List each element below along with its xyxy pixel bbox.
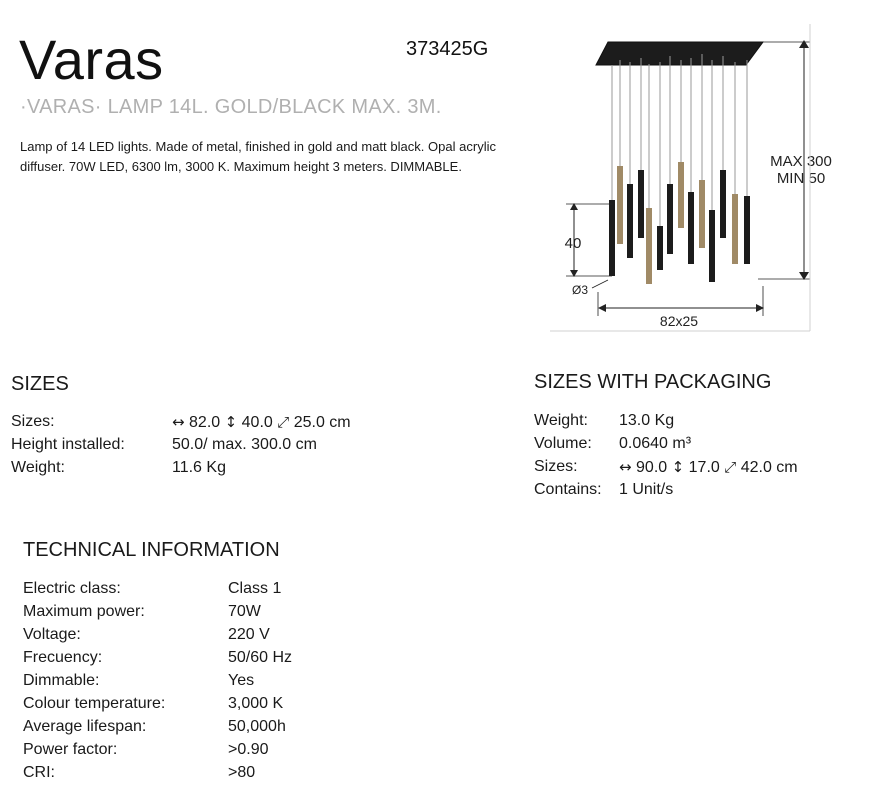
power-factor-value: >0.90 [228, 741, 269, 758]
colour-temperature-label: Colour temperature: [23, 695, 166, 712]
packaging-width-value: 90.0 [636, 459, 668, 476]
cri-value: >80 [228, 764, 256, 781]
packaging-sizes-label: Sizes: [534, 458, 578, 475]
electric-class-label: Electric class: [23, 580, 121, 597]
packaging-volume-label: Volume: [534, 435, 592, 452]
tube-1-black [609, 200, 615, 276]
packaging-weight-value: 13.0 Kg [619, 412, 675, 429]
max-height-label: MAX 300 [770, 153, 832, 170]
packaging-height-value: 17.0 [688, 459, 720, 476]
base-arrow-left [598, 304, 606, 312]
sizes-width-value: 82.0 [189, 414, 221, 431]
tube-5-gold [646, 208, 652, 284]
tube-9-black [688, 192, 694, 264]
height-installed-value: 50.0/ max. 300.0 cm [172, 436, 317, 453]
colour-temperature-value: 3,000 K [228, 695, 284, 712]
sizes-depth-value: 25.0 cm [293, 414, 351, 431]
packaging-depth-value: 42.0 cm [740, 459, 798, 476]
tube-3-black [627, 184, 633, 258]
product-name: Varas [19, 28, 164, 91]
tube-13-gold [732, 194, 738, 264]
power-factor-label: Power factor: [23, 741, 118, 758]
electric-class-value: Class 1 [228, 580, 282, 597]
dimmable-value: Yes [228, 672, 255, 689]
diameter-leader [592, 280, 608, 288]
packaging-title: SIZES WITH PACKAGING [534, 371, 772, 393]
technical-title: TECHNICAL INFORMATION [23, 539, 280, 561]
width-arrow-icon: ↔ [172, 413, 185, 431]
sizes-label: Sizes: [11, 413, 55, 430]
weight-label: Weight: [11, 459, 65, 476]
voltage-label: Voltage: [23, 626, 81, 643]
product-description: Lamp of 14 LED lights. Made of metal, finished in gold and matt black. Opal acrylic diffuser. 70W LED, 6300 lm, 3000 K. Maximum height 3 meters. DIMMABLE. [20, 139, 496, 174]
tube-11-black [709, 210, 715, 282]
base-dimension-label: 82x25 [659, 313, 699, 329]
height-label: 40 [564, 235, 582, 252]
diameter-label: Ø3 [571, 283, 589, 297]
weight-value: 11.6 Kg [172, 459, 226, 476]
tube-14-black [744, 196, 750, 264]
canopy-plate [596, 42, 763, 65]
tube-7-black [667, 184, 673, 254]
tube-10-gold [699, 180, 705, 248]
height-arrow-icon: ↕ [224, 413, 238, 431]
cri-label: CRI: [23, 764, 55, 781]
packaging-weight-label: Weight: [534, 412, 588, 429]
depth-arrow-icon: ⤢ [277, 413, 290, 431]
packaging-contains-value: 1 Unit/s [619, 481, 674, 498]
sizes-title: SIZES [11, 373, 69, 395]
maximum-power-label: Maximum power: [23, 603, 145, 620]
average-lifespan-label: Average lifespan: [23, 718, 147, 735]
width-arrow-icon: ↔ [619, 458, 632, 476]
dimmable-label: Dimmable: [23, 672, 100, 689]
packaging-volume-value: 0.0640 m³ [619, 435, 692, 452]
maximum-power-value: 70W [228, 603, 261, 620]
packaging-contains-label: Contains: [534, 481, 602, 498]
depth-arrow-icon: ⤢ [724, 458, 737, 476]
height-arrow-icon: ↕ [671, 458, 685, 476]
lamp-technical-drawing [548, 20, 848, 340]
product-subtitle: ·VARAS· LAMP 14L. GOLD/BLACK MAX. 3M. [20, 96, 442, 118]
product-code: 373425G [406, 38, 489, 60]
height-installed-label: Height installed: [11, 436, 125, 453]
tube-6-black [657, 226, 663, 270]
sizes-height-value: 40.0 [241, 414, 273, 431]
min-height-label: MIN 50 [776, 170, 826, 187]
tube-2-gold [617, 166, 623, 244]
frequency-value: 50/60 Hz [228, 649, 293, 666]
frequency-label: Frecuency: [23, 649, 103, 666]
average-lifespan-value: 50,000h [228, 718, 286, 735]
voltage-value: 220 V [228, 626, 270, 643]
tube-4-black [638, 170, 644, 238]
max-dimension-arrow-top [799, 40, 809, 48]
tube-8-gold [678, 162, 684, 228]
tube-12-black [720, 170, 726, 238]
